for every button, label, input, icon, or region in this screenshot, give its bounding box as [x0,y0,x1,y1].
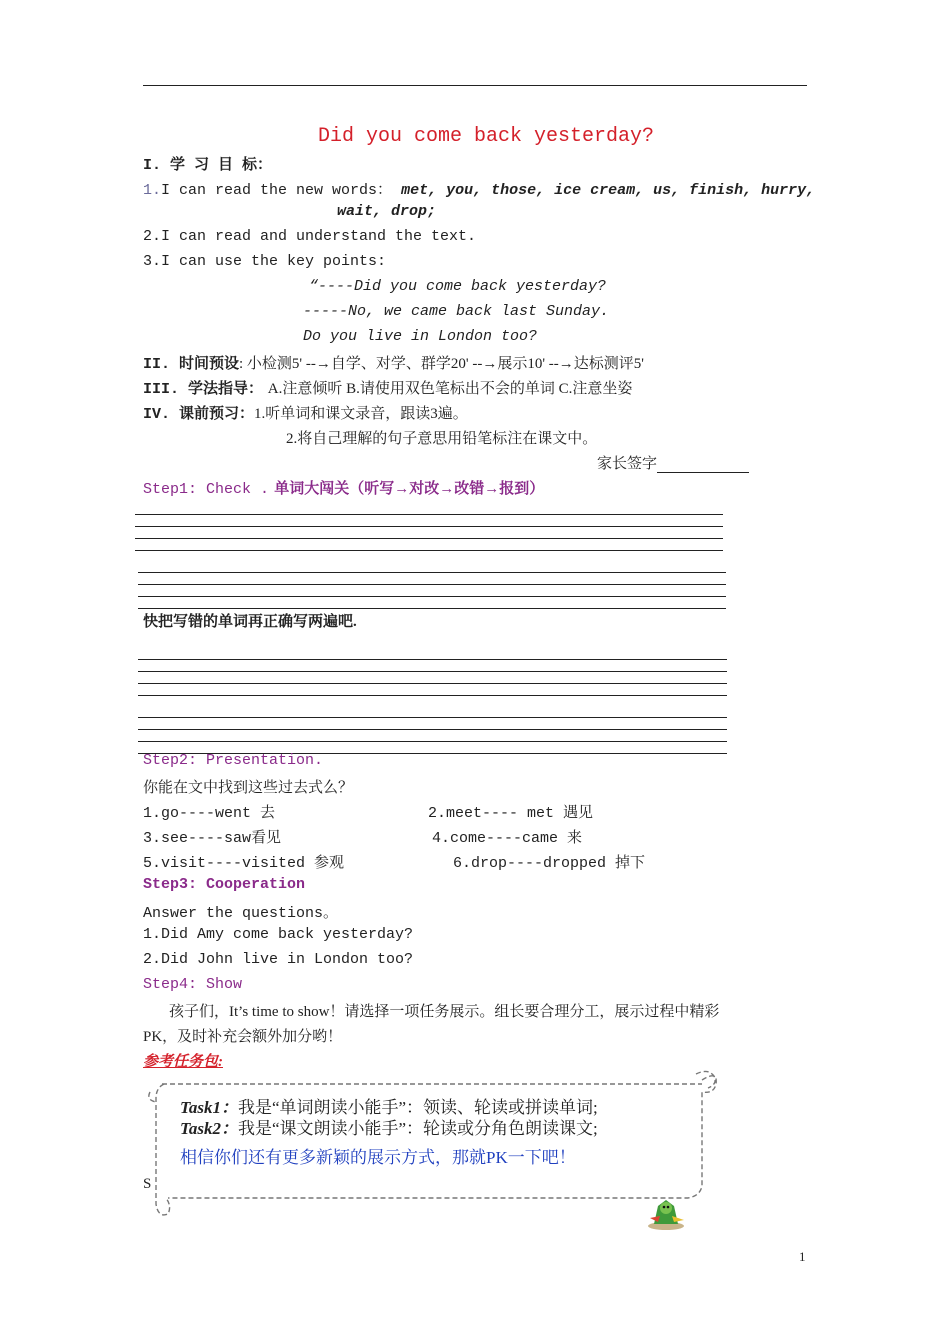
writing-line[interactable] [138,729,727,730]
scroll-frame [142,1066,732,1216]
section2-label: II. 时间预设 [143,356,240,373]
task-1-label: Task1： [180,1098,238,1117]
step4-line-1: 孩子们，It’s time to show！请选择一项任务展示。组长要合理分工，展示过程中精彩 [169,1004,720,1020]
writing-line[interactable] [138,671,727,672]
section4-item2: 2.将自己理解的句子意思用铅笔标注在课文中。 [286,431,598,447]
step1-label: Step1: Check . [143,481,270,498]
writing-line[interactable] [138,717,727,718]
writing-line[interactable] [138,608,726,609]
question-2: 2.Did John live in London too? [143,951,414,968]
goal-1-words: met, you, those, ice cream, us, finish, hurry, [401,182,816,199]
writing-line[interactable] [138,584,726,585]
writing-line[interactable] [135,514,723,515]
writing-line[interactable] [138,695,727,696]
section4-item1: 1.听单词和课文录音，跟读3遍。 [254,406,468,422]
verb-pair-2: 2.meet---- met 遇见 [428,805,594,822]
writing-line[interactable] [135,550,723,551]
section2-text: : 小检测5' --→自学、对学、群学20' --→展示10' --→达标测评5' [239,356,644,372]
step2-question: 你能在文中找到这些过去式么？ [143,780,354,796]
writing-line[interactable] [135,526,723,527]
goal-3: 3.I can use the key points: [143,253,387,270]
parent-signature-label: 家长签字 [597,456,658,472]
task-3: 相信你们还有更多新颖的展示方式，那就PK一下吧！ [180,1148,576,1167]
writing-line[interactable] [138,659,727,660]
rewrite-note: 快把写错的单词再正确写两遍吧. [143,614,357,630]
task-2-text: 我是“课文朗读小能手”：轮读或分角色朗读课文; [237,1119,598,1138]
goal-1-text: I can read the new words： [161,182,393,199]
verb-pair-4: 4.come----came 来 [432,830,583,847]
step1-heading [143,477,544,498]
verb-pair-5: 5.visit----visited 参观 [143,855,345,872]
parent-signature [597,452,749,473]
hidden-s: S [143,1176,152,1192]
key-point-3: Do you live in London too? [303,328,538,345]
page-number: 1 [799,1249,806,1264]
writing-line[interactable] [138,572,726,573]
step1-text: 单词大闯关（听写→对改→改错→报到） [274,481,545,497]
verb-pair-1: 1.go----went 去 [143,805,276,822]
step2-heading: Step2: Presentation. [143,752,324,769]
header-rule [143,85,807,86]
cartoon-mascot-icon [644,1196,688,1232]
verb-pair-6: 6.drop----dropped 掉下 [453,855,646,872]
section1-heading: I. 学 习 目 标： [143,157,273,174]
section3 [143,377,632,398]
task-1-text: 我是“单词朗读小能手”：领读、轮读或拼读单词; [237,1098,598,1117]
page-title: Did you come back yesterday? [318,125,655,148]
task-pack-label: 参考任务包: [143,1054,223,1070]
key-point-1: “----Did you come back yesterday? [309,278,607,295]
key-point-2: -----No, we came back last Sunday. [303,303,610,320]
section2 [143,352,644,373]
step4-line-2: PK，及时补充会额外加分哟！ [143,1029,343,1045]
writing-line[interactable] [135,538,723,539]
goal-1-words-cont: wait, drop; [337,203,437,220]
verb-pair-3: 3.see----saw看见 [143,830,282,847]
goal-1 [143,178,815,199]
step3-intro: Answer the questions。 [143,905,339,922]
section4-label: IV. 课前预习： [143,406,255,423]
section4 [143,402,468,423]
task-2-label: Task2： [180,1119,238,1138]
writing-line[interactable] [138,683,727,684]
task-2 [180,1114,598,1139]
step3-heading: Step3: Cooperation [143,876,306,893]
signature-blank[interactable] [657,458,749,473]
question-1: 1.Did Amy come back yesterday? [143,926,414,943]
writing-line[interactable] [138,741,727,742]
step4-heading: Step4: Show [143,976,243,993]
goal-1-prefix: 1. [143,182,162,199]
section3-text: A.注意倾听 B.请使用双色笔标出不会的单词 C.注意坐姿 [267,381,633,397]
section3-label: III. 学法指导： [143,381,264,398]
goal-2: 2.I can read and understand the text. [143,228,477,245]
writing-line[interactable] [138,596,726,597]
